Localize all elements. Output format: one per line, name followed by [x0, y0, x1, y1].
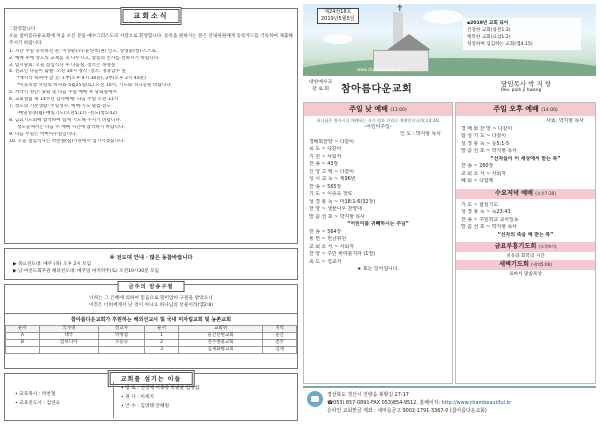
dawn-prayer-header — [456, 260, 595, 270]
service-row: 성 경 봉 독 ~ 마18:1-6(32장) — [309, 198, 376, 205]
afternoon-service-column — [455, 102, 596, 384]
table-cell: 전주쌍용교회 — [179, 340, 263, 347]
church-address: 경상북도 경산시 진량읍 봉황길 27-17 — [327, 392, 409, 398]
table-cell: 박정섭 — [98, 333, 144, 340]
server-entry: • 교육목사 : 박찬철 — [15, 392, 56, 397]
church-contact — [327, 399, 511, 406]
news-item: 4. 전교인 나들이 출발: 오전 10시 정각 -장소: 경북합수 앞 — [9, 69, 126, 75]
news-item: 3. 임시당회: 오늘 점심식사 후 나눔실, 장소는 목양실 — [9, 62, 116, 68]
dawn-prayer-text: 로마서 말씀묵상 — [509, 272, 542, 277]
evangelism-heading: ※ 전도대 안내 · 많은 동참바랍니다 — [109, 255, 193, 261]
table-cell: 2 — [145, 340, 179, 347]
church-name: 참아름다운교회 — [341, 84, 413, 95]
church-logo-icon — [307, 391, 323, 407]
service-row: 합 심 기 도 ~ 다같이 — [461, 133, 506, 139]
service-row: 기 원 ~ 사회자 — [309, 153, 342, 160]
service-row: 축 도 ~ 설교자 — [309, 258, 342, 265]
morning-service-time: (11:00) — [390, 108, 407, 113]
service-row: 경배와찬양 ~ 다같이 — [309, 138, 355, 145]
table-header: 교회명 — [179, 326, 263, 333]
church-news-title: 교회소식 — [120, 7, 181, 25]
memory-verse-line: 이것은 너희에게서 난 것이 아니요 하나님의 선물이라(엡2:8) — [88, 303, 214, 308]
table-row — [6, 333, 297, 340]
church-news-section — [4, 8, 298, 244]
motto-line: 성장하며 섬김하는 교회(엡4:15) — [467, 42, 533, 47]
table-cell — [39, 347, 98, 354]
service-row: 기 도 ~ 이종욱 장로 — [309, 191, 353, 197]
service-row: 봉 헌 ~ 헌금위원 — [309, 236, 347, 242]
news-item: 8. 금요기도회에 참석하여 함께 기도해 주시기 바랍니다. — [9, 117, 122, 123]
service-row: 기 도 ~ 합심기도 — [461, 201, 499, 208]
denomination-line: 장 로 회 — [312, 86, 330, 92]
service-row: 교 회 소 식 ~ 사회자 — [309, 243, 354, 250]
news-subitem: 성도들께서는 다음 주 예배 시간에 참석하기 바랍니다. — [17, 124, 125, 130]
cloud-shape — [423, 10, 463, 24]
wednesday-service-time: (오후7:30) — [535, 190, 556, 196]
table-row — [6, 347, 297, 354]
server-entry: • 안 수 : 김영태 안혜원 — [121, 404, 170, 409]
church-servers-section — [4, 373, 298, 421]
standing-note: ★ 표는 일어섭니다. — [356, 266, 400, 272]
news-item: 5. 서약식 명단: 당회 및 다음 주일 예배 후 당회실에서 — [9, 90, 117, 96]
news-item: 1. 지난 주일 등록하신 분: 이성순(모)-윤연옥(권) 인도, 장영환(청)-스스로 — [9, 48, 157, 54]
news-subitem: *이웃초청 사랑의 바자회-5월25일(토) 오전 10시, 기도와 적극동원 바랍니다. — [17, 83, 173, 89]
service-row: 찬 양 ~ 샘물나무 찬양대 — [309, 206, 362, 212]
phone-fax: ☎053) 857-0891·FAX 053)854-9512, 홈페이지: — [327, 400, 442, 406]
cross-icon: ✝ — [396, 4, 404, 14]
servers-left-column — [15, 390, 60, 408]
welcome-text: ♡환영합니다 — [9, 27, 36, 32]
table-cell — [6, 347, 40, 354]
issue-date: 2019년5월5일 — [321, 16, 355, 22]
news-item: 7. 성도의 기본생활: 주일성수, 예배·기도·말씀·전도 — [9, 103, 111, 109]
table-cell — [98, 347, 144, 354]
church-footer — [303, 386, 596, 420]
motto-title: ▪2019년 교회 표어 — [467, 21, 509, 26]
server-entry: • 장 로 : 신정제 이종욱 박광균 김정범 — [121, 386, 200, 391]
table-cell: 오승숙 — [98, 340, 144, 347]
memory-verse-text — [5, 295, 297, 309]
news-item: 6. 교회설립 제 14주년 감사예배: 다음 주일 오전 11시 — [9, 97, 119, 103]
service-row: 찬 송 ~ 564장 — [309, 228, 342, 235]
evangelism-section — [4, 248, 298, 280]
church-header — [303, 78, 596, 102]
service-row: 말 씀 선 포 ~ 박지항 목사 — [309, 213, 365, 220]
table-cell: 울산신현교회 — [179, 333, 263, 340]
right-column — [303, 4, 596, 420]
wednesday-service-title: 수요저녁 예배 — [495, 189, 534, 197]
morning-service-column — [303, 102, 453, 384]
service-row: 찬 양 ~ 주만 바라볼지라 (1절) — [309, 251, 376, 257]
cloud-shape — [323, 34, 353, 44]
afternoon-service-header — [456, 103, 595, 116]
friday-prayer-title: 금요부흥기도회 — [494, 243, 537, 250]
banner-url: www.chambeautiful.kr — [357, 67, 402, 72]
church-motto-box — [463, 18, 581, 50]
morning-service-order — [304, 116, 452, 276]
sermon-title: “신자의 죽음 예 받는 복” — [497, 231, 554, 238]
table-cell: 울산 — [263, 333, 297, 340]
table-cell: 김제 — [263, 347, 297, 354]
welcome-intro: 오늘 참아름다운교회에 처음 오신 분을 예수그리스도의 사랑으로 환영합니다. 등록을 원하시는 분은 안내위원에게 등록카드를 기록하여 제출해 주시기 바랍니다. — [9, 33, 293, 46]
news-item: 9. 다음 주일은 어버이주일입니다. — [9, 131, 77, 137]
table-header: 순서 — [6, 326, 40, 333]
wednesday-service-header — [456, 189, 595, 199]
evangelism-line: ▶ 목요전도대: 매주 (목) 오후 2시 모임 — [13, 262, 92, 267]
news-subitem: -매일성경(월)-매일기도(오전5:17) -전도(청5:42) — [17, 110, 117, 116]
motto-line: 건강한 교회(살전1:3) — [467, 28, 511, 33]
service-row: 사회: 박지항 목사 — [546, 118, 584, 124]
pastor-name: 담임목사 박 지 항 — [501, 80, 552, 88]
afternoon-service-order — [456, 116, 595, 188]
table-cell: 태국 — [39, 333, 98, 340]
service-row: 경 배 와 찬 양 ~ 다같이 — [461, 125, 513, 132]
service-note: 하나님은 영이시니 예배하는 자가 영과 진리로 예배할지니라(요4:24) — [316, 118, 440, 123]
afternoon-service-title: 주일 오후 예배 — [493, 105, 539, 113]
missionary-section — [4, 314, 298, 369]
service-subtitle: -어린이주일- — [364, 123, 392, 130]
table-header: 국가명 — [39, 326, 98, 333]
table-cell: A — [6, 333, 40, 340]
morning-service-title: 주일 낮 예배 — [349, 105, 388, 113]
offering-account: 온라인 교회헌금 계좌 : 새마을금고 9002-1791-3367-0 (참아름다운교회) — [327, 408, 487, 414]
memory-verse-title: 금주의 암송구절 — [118, 281, 185, 292]
dawn-prayer-title: 새벽기도회 — [499, 261, 529, 268]
friday-prayer-text: 치유와 회복의 시간 — [506, 254, 545, 259]
table-header: 선교사 — [98, 326, 144, 333]
service-row: 찬 송 ~ 260장 — [461, 163, 494, 169]
issue-number: 제24권18호 — [324, 9, 352, 15]
news-item: 10. 오늘 점심식사는 박찬철(집)가정에서 섬기시겠습니다. — [9, 138, 125, 144]
news-subitem: *재시작 하셔야 할 곳: 1부(오후 4시 30분), 2부(오후 2시 45분) — [17, 76, 146, 82]
service-row: 찬 송 ~ 주일학교 교사일동 — [461, 216, 519, 223]
evangelism-line: ▶ 남·여전도회주관 해피전도대: 매주일 마지막주(토) 오전10시30분 모임 — [13, 269, 159, 274]
memory-verse-line: 너희는 그 은혜에 의하여 믿음으로 말미암아 구원을 받았으니 — [89, 296, 213, 301]
server-entry: • 교육전도사 : 김연숙 — [15, 401, 61, 406]
friday-prayer-header — [456, 242, 595, 252]
service-row: 성 시 교 독 ~ 제96번 — [309, 176, 356, 182]
left-column — [4, 4, 298, 420]
church-news-body — [9, 27, 293, 145]
sermon-title: “어린이를 귀빼하시는 주님” — [347, 221, 409, 227]
service-row: 찬 송 ~ 565장 — [309, 183, 342, 190]
service-row: 찬 송 ~ 43장 — [309, 161, 339, 167]
table-cell: 1 — [145, 333, 179, 340]
server-entry: • 권 사 : 이세지 — [121, 395, 154, 400]
denomination — [309, 80, 332, 93]
service-row: 인 도 : 박지항 목사 — [400, 131, 441, 137]
homepage-link[interactable]: http://www.chambeautiful.kr — [441, 400, 512, 406]
table-cell: 전주 — [263, 340, 297, 347]
missionary-table — [5, 325, 297, 354]
service-row: 성 경 봉 독 ~ 눅23:43 — [461, 209, 511, 215]
missionary-heading: 참아름다운교회가 후원하는 해외선교사 및 국내 미자립교회 및 농촌교회 — [70, 317, 232, 323]
church-banner — [303, 4, 596, 76]
table-row — [6, 340, 297, 347]
service-row: 폐 회 ~ 다함께 — [461, 178, 494, 184]
memory-verse-section — [4, 284, 298, 314]
issue-info — [317, 8, 359, 24]
pastor-name-english: Rev. park ji hwang — [501, 88, 542, 93]
sermon-title: “신자들이 이 세상에서 받는 복” — [490, 155, 561, 162]
service-row: 말 씀 선 포 ~ 박지항 목사 — [461, 148, 517, 154]
service-row: 교 회 소 식 ~ 사회자 — [461, 170, 506, 177]
church-roof-shape — [387, 34, 431, 50]
news-item: 2. 예배 후에 성도의 교제를 꼭 나누시고, 살롬의 인사를 전하시기 바랍니다. — [9, 55, 160, 61]
hill-shape — [303, 58, 596, 76]
servers-right-column — [121, 384, 199, 411]
service-row: 말 씀 선 포 ~ 박지항 목사 — [461, 224, 517, 230]
service-row: 신 앙 고 백 ~ 다같이 — [309, 168, 354, 175]
servers-divider — [113, 382, 114, 418]
motto-line: 행복한 교회(요삼1:2) — [467, 35, 511, 40]
afternoon-service-time: (14:00) — [541, 108, 558, 113]
morning-service-header — [304, 103, 452, 116]
table-header: 지역 — [263, 326, 297, 333]
service-row: 묵 도 ~ 다같이 — [309, 146, 342, 152]
table-cell: 3 — [145, 347, 179, 354]
service-row: 성 경 봉 독 ~ 룻5:1-5 — [461, 140, 510, 147]
table-cell: 김제화평교회 — [179, 347, 263, 354]
dawn-prayer-time: (새벽5:00) — [531, 262, 552, 267]
denomination-line: 대한예수교 — [309, 80, 333, 85]
friday-prayer-time: (오후9시) — [538, 244, 557, 249]
table-header-row — [6, 326, 297, 333]
church-servers-title: 교회를 섬기는 이들 — [108, 370, 195, 387]
table-header: 순서 — [145, 326, 179, 333]
table-cell: 캄보디아 — [39, 340, 98, 347]
table-cell: B — [6, 340, 40, 347]
wednesday-service-order — [456, 200, 595, 242]
